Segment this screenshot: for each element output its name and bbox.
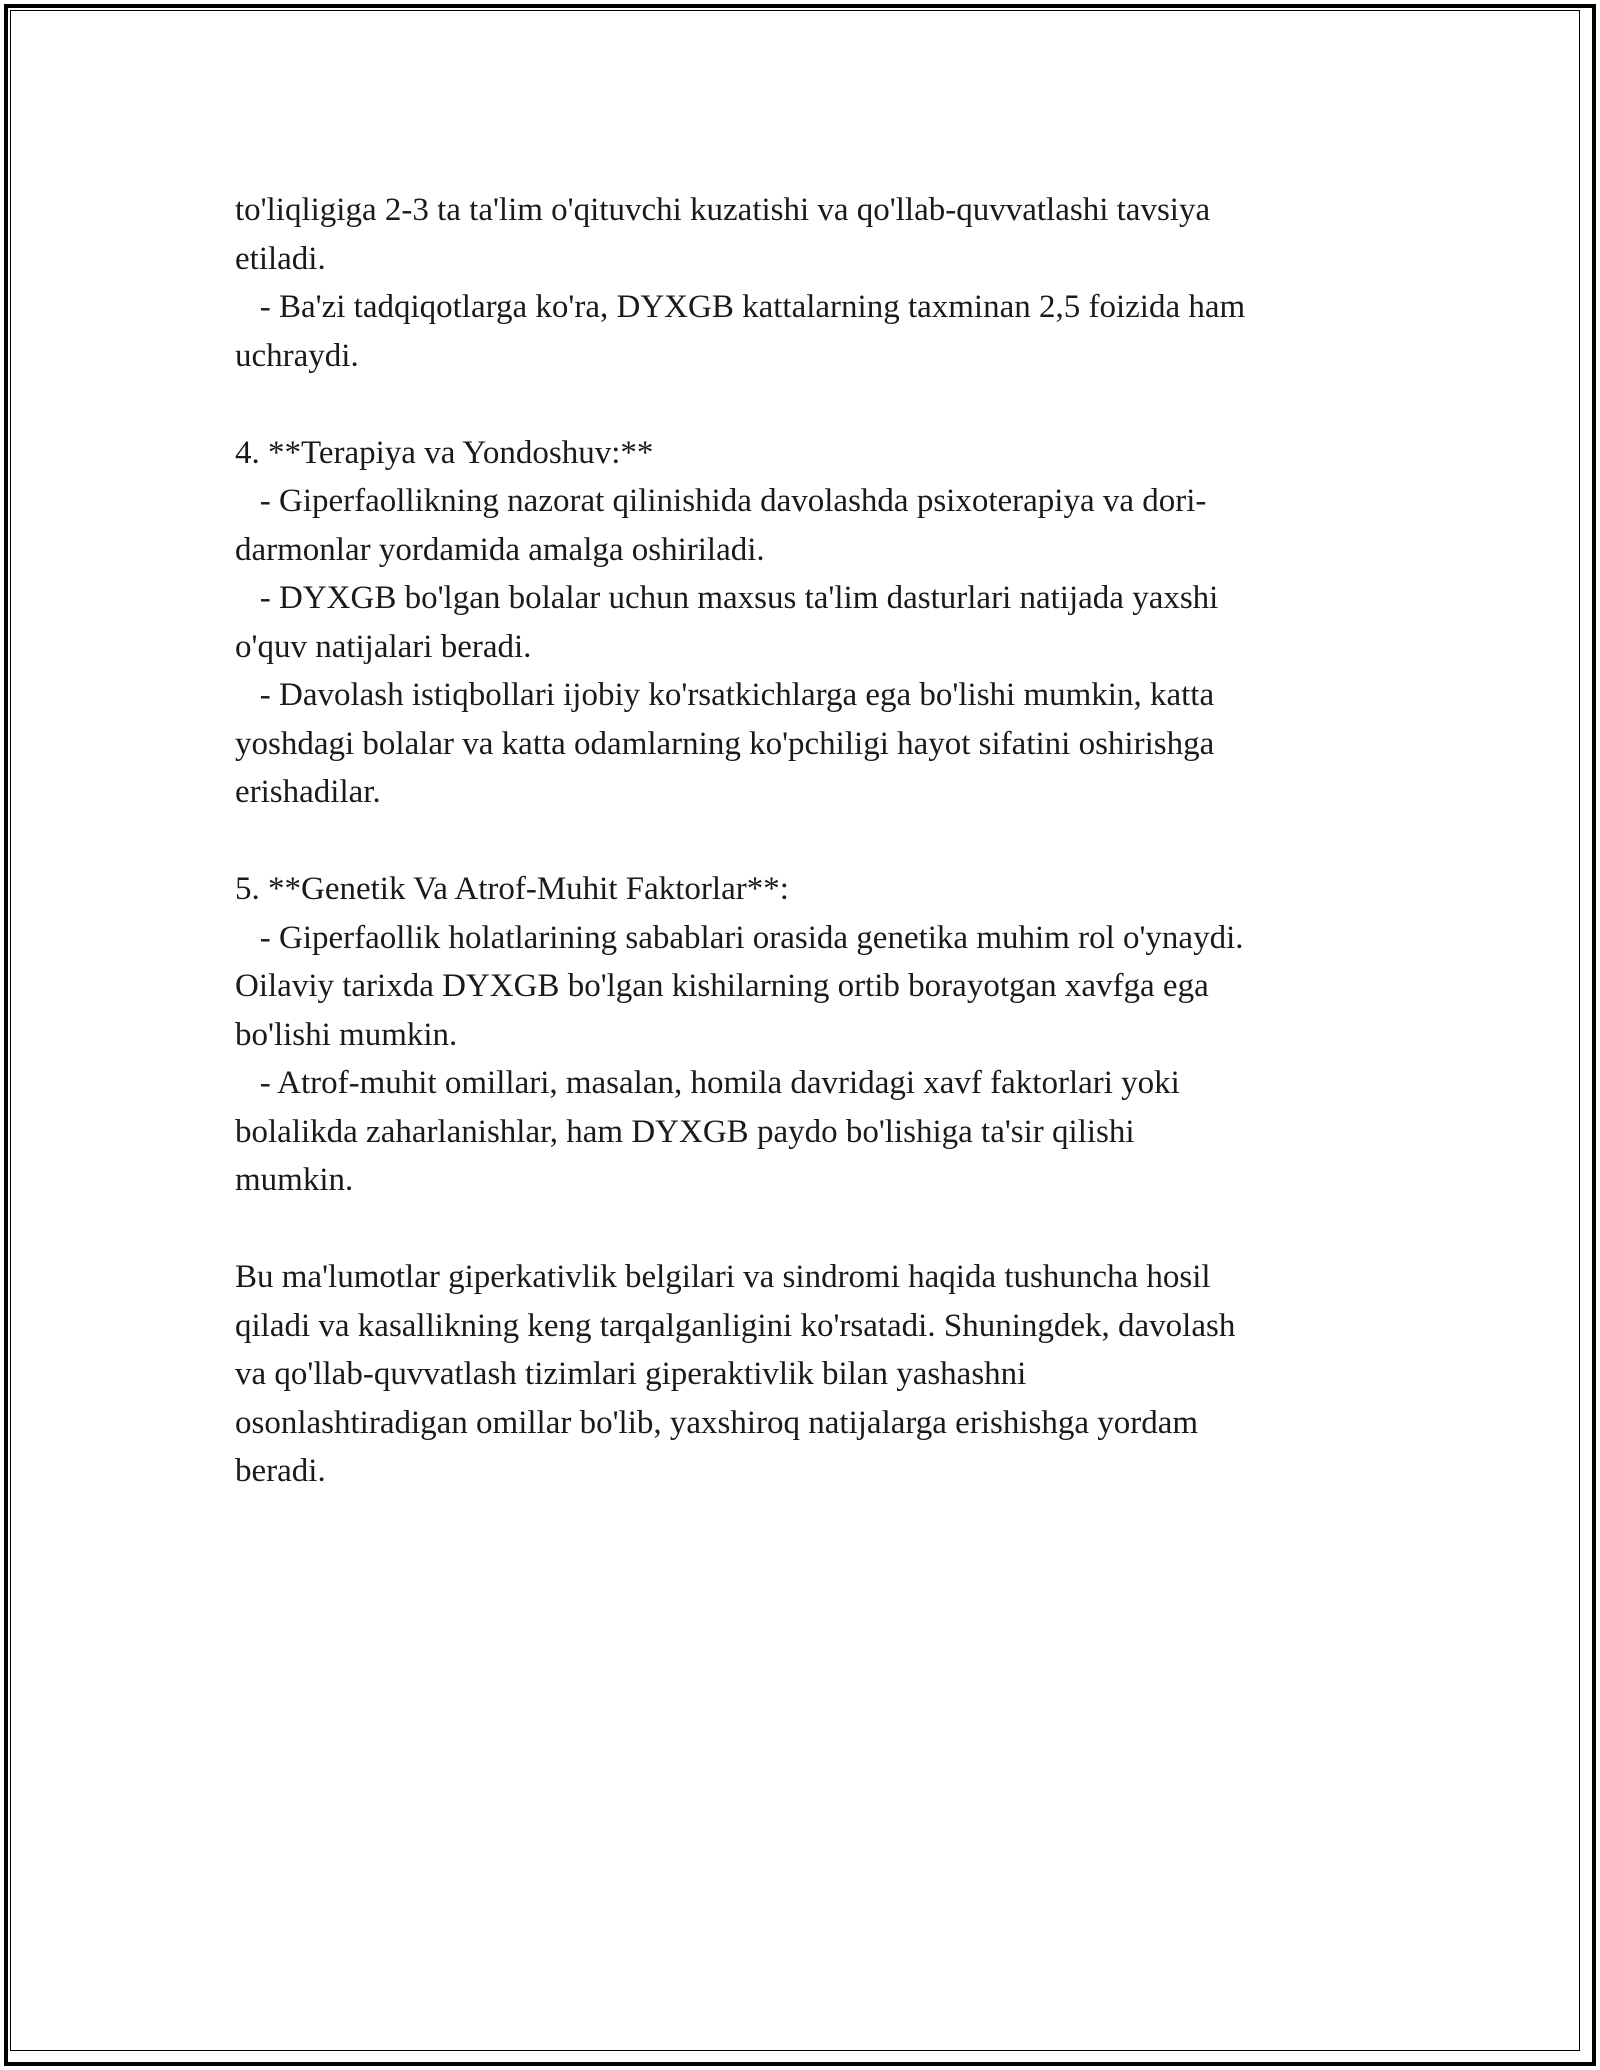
text-line: osonlashtiradigan omillar bo'lib, yaxshiroq natijalarga erishishga yordam bbox=[235, 1404, 1199, 1441]
paragraph-conclusion bbox=[235, 1253, 1365, 1496]
text-line: to'liqligiga 2-3 ta ta'lim o'qituvchi kuzatishi va qo'llab-quvvatlashi tavsiya bbox=[235, 192, 1211, 228]
text-line: va qo'llab-quvvatlash tizimlari giperaktivlik bilan yashashni bbox=[235, 1356, 1027, 1392]
section-heading: 5. **Genetik Va Atrof-Muhit Faktorlar**: bbox=[235, 871, 789, 907]
text-line: bo'lishi mumkin. bbox=[235, 1016, 458, 1053]
section-genetic-factors bbox=[235, 865, 1365, 1205]
text-line: erishadilar. bbox=[235, 774, 381, 810]
paragraph-continuation bbox=[235, 186, 1365, 380]
text-line: - Atrof-muhit omillari, masalan, homila davridagi xavf faktorlari yoki bbox=[235, 1065, 1180, 1101]
text-line: - Ba'zi tadqiqotlarga ko'ra, DYXGB kattalarning taxminan 2,5 foizida ham bbox=[235, 289, 1246, 325]
text-line: qiladi va kasallikning keng tarqalganligini ko'rsatadi. Shuningdek, davolash bbox=[235, 1307, 1236, 1344]
text-line: - Giperfaollik holatlarining sabablari orasida genetika muhim rol o'ynaydi. bbox=[235, 919, 1244, 956]
text-line: - Davolash istiqbollari ijobiy ko'rsatkichlarga ega bo'lishi mumkin, katta bbox=[235, 677, 1215, 713]
document-body bbox=[235, 186, 1365, 1496]
text-line: etiladi. bbox=[235, 240, 326, 277]
paragraph-gap bbox=[235, 1205, 1365, 1254]
text-line: beradi. bbox=[235, 1453, 326, 1489]
text-line: bolalikda zaharlanishlar, ham DYXGB paydo bo'lishiga ta'sir qilishi bbox=[235, 1113, 1135, 1150]
section-therapy bbox=[235, 429, 1365, 817]
text-line: o'quv natijalari beradi. bbox=[235, 628, 532, 665]
text-line: darmonlar yordamida amalga oshiriladi. bbox=[235, 531, 765, 568]
text-line: Bu ma'lumotlar giperkativlik belgilari va sindromi haqida tushuncha hosil bbox=[235, 1259, 1211, 1295]
paragraph-gap bbox=[235, 380, 1365, 429]
text-line: Oilaviy tarixda DYXGB bo'lgan kishilarning ortib borayotgan xavfga ega bbox=[235, 968, 1209, 1004]
paragraph-gap bbox=[235, 817, 1365, 866]
text-line: uchraydi. bbox=[235, 337, 359, 374]
text-line: yoshdagi bolalar va katta odamlarning ko'pchiligi hayot sifatini oshirishga bbox=[235, 725, 1215, 762]
section-heading: 4. **Terapiya va Yondoshuv:** bbox=[235, 434, 654, 471]
text-line: - Giperfaollikning nazorat qilinishida davolashda psixoterapiya va dori- bbox=[235, 483, 1207, 519]
text-line: - DYXGB bo'lgan bolalar uchun maxsus ta'lim dasturlari natijada yaxshi bbox=[235, 580, 1219, 616]
text-line: mumkin. bbox=[235, 1162, 354, 1198]
